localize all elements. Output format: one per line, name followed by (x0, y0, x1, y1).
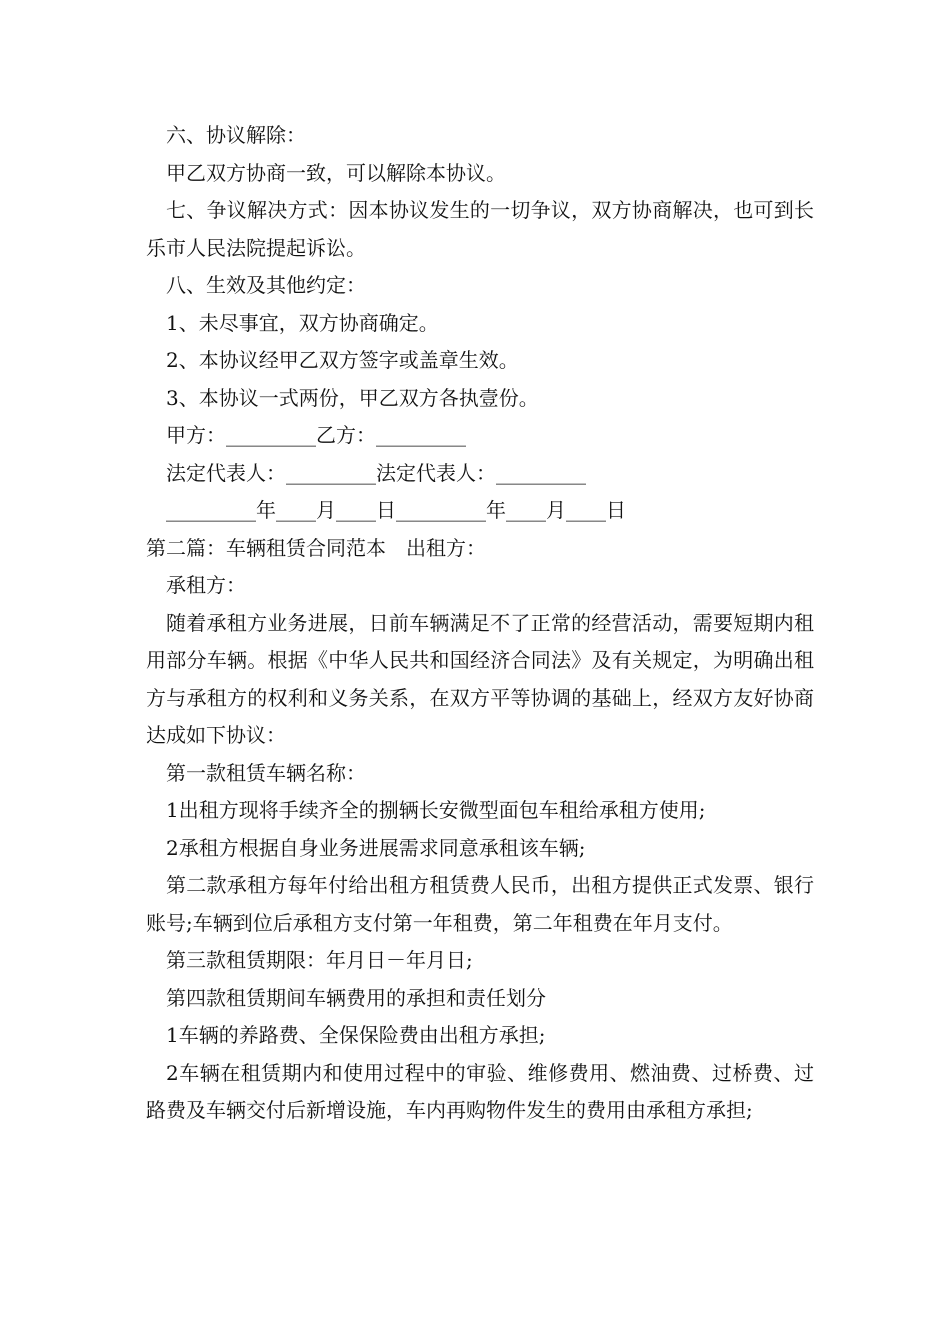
signature-parties: 甲方：_________乙方：_________ (166, 423, 466, 447)
article-4-heading: 第四款租赁期间车辆费用的承担和责任划分 (166, 985, 546, 1010)
chapter-title: 第二篇：车辆租赁合同范本 出租方： (146, 535, 486, 560)
article-1-heading: 第一款租赁车辆名称： (166, 760, 366, 785)
article-4-item-1: 1车辆的养路费、全保保险费由出租方承担; (166, 1023, 546, 1047)
clause-item-1: 1、未尽事宜，双方协商确定。 (166, 310, 439, 335)
signature-representatives: 法定代表人：_________法定代表人：_________ (166, 460, 586, 485)
clause-item-3: 3、本协议一式两份，甲乙双方各执壹份。 (166, 385, 539, 410)
article-1-item-1: 1出租方现将手续齐全的捌辆长安微型面包车租给承租方使用; (166, 798, 706, 822)
section-dispute-resolution: 七、争议解决方式：因本协议发生的一切争议，双方协商解决，也可到长乐市人民法院提起诉讼。 (146, 198, 814, 260)
article-1-item-2: 2承租方根据自身业务进展需求同意承租该车辆; (166, 835, 586, 860)
document-body (146, 117, 814, 1130)
section-heading-effect: 八、生效及其他约定： (166, 273, 366, 297)
paragraph-termination: 甲乙双方协商一致，可以解除本协议。 (166, 160, 506, 185)
clause-item-2: 2、本协议经甲乙双方签字或盖章生效。 (166, 348, 519, 372)
article-3-heading: 第三款租赁期限：年月日－年月日; (166, 948, 473, 972)
lessee-label: 承租方： (166, 573, 246, 597)
article-2-paragraph: 第二款承租方每年付给出租方租赁费人民币，出租方提供正式发票、银行账号;车辆到位后承租方支付第一年租费，第二年租费在年月支付。 (146, 873, 814, 935)
article-4-item-2: 2车辆在租赁期内和使用过程中的审验、维修费用、燃油费、过桥费、过路费及车辆交付后新增设施，车内再购物件发生的费用由承租方承担; (146, 1060, 814, 1122)
section-heading-termination: 六、协议解除： (166, 123, 306, 147)
preamble-paragraph: 随着承租方业务进展，日前车辆满足不了正常的经营活动，需要短期内租用部分车辆。根据《中华人民共和国经济合同法》及有关规定，为明确出租方与承租方的权利和义务关系，在双方平等协调的基础上，经双方友好协商达成如下协议： (146, 610, 814, 747)
signature-dates: _________年____月____日_________年____月____日 (166, 498, 626, 522)
